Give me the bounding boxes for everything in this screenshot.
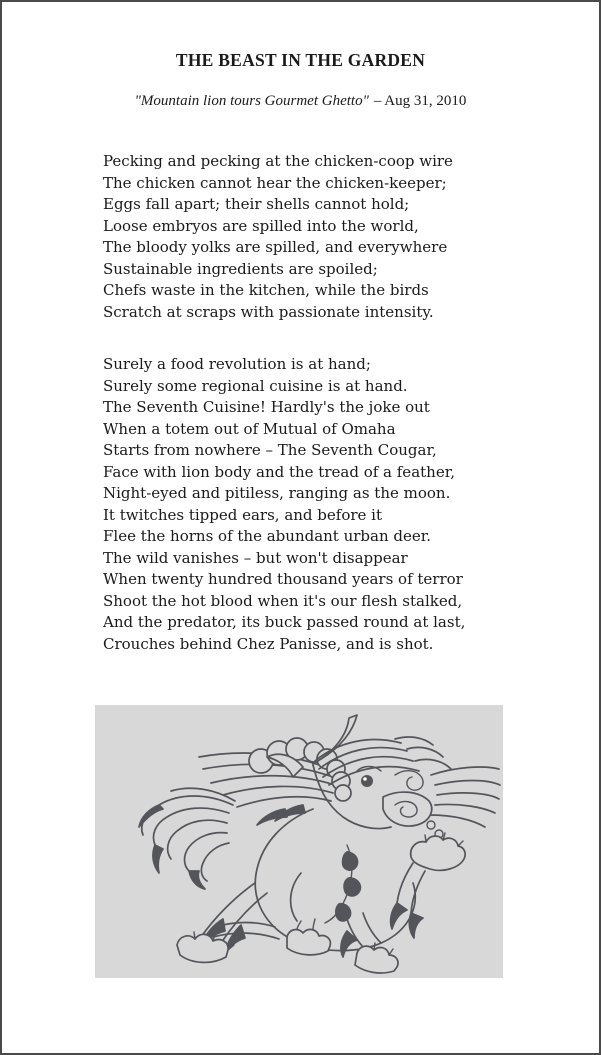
poem-line: Eggs fall apart; their shells cannot hold;	[103, 195, 410, 213]
poem-line: Face with lion body and the tread of a feather,	[103, 462, 455, 481]
stanza-1	[103, 151, 465, 323]
poem-line: And the predator, its buck passed round at last,	[103, 613, 466, 631]
poem-line: Night-eyed and pitiless, ranging as the moon.	[103, 484, 451, 502]
poem-line: When twenty hundred thousand years of terror	[103, 570, 463, 588]
poem-line: Shoot the hot blood when it's our flesh stalked,	[103, 591, 463, 610]
poem-line: Sustainable ingredients are spoiled;	[103, 259, 378, 278]
poem-line: Surely a food revolution is at hand;	[103, 355, 371, 373]
poem-subtitle	[2, 93, 599, 110]
poem-line: Surely some regional cuisine is at hand.	[103, 376, 408, 395]
snow-lion-illustration	[95, 705, 503, 978]
poem-line: Flee the horns of the abundant urban deer.	[103, 527, 432, 545]
poem-line: Starts from nowhere – The Seventh Cougar,	[103, 441, 437, 459]
stanza-2	[103, 354, 465, 655]
poem-line: Scratch at scraps with passionate intensity.	[103, 302, 434, 321]
poem-line: The wild vanishes – but won't disappear	[103, 548, 408, 567]
poem-body	[103, 151, 465, 686]
poem-line: Pecking and pecking at the chicken-coop wire	[103, 152, 453, 170]
poem-line: When a totem out of Mutual of Omaha	[103, 419, 396, 438]
poem-line: The Seventh Cuisine! Hardly's the joke out	[103, 398, 430, 416]
poem-line: The bloody yolks are spilled, and everywhere	[103, 238, 448, 256]
poem-title: THE BEAST IN THE GARDEN	[175, 50, 426, 70]
poem-line: Loose embryos are spilled into the world,	[103, 216, 419, 235]
poem-line: Chefs waste in the kitchen, while the birds	[103, 281, 429, 299]
snow-lion-image	[95, 705, 503, 978]
poem-line: It twitches tipped ears, and before it	[103, 505, 382, 524]
poem-line: Crouches behind Chez Panisse, and is shot.	[103, 634, 434, 653]
subtitle-quote: "Mountain lion tours Gourmet Ghetto"	[134, 93, 369, 109]
poem-line: The chicken cannot hear the chicken-keeper;	[103, 173, 447, 192]
subtitle-date: – Aug 31, 2010	[373, 93, 467, 109]
